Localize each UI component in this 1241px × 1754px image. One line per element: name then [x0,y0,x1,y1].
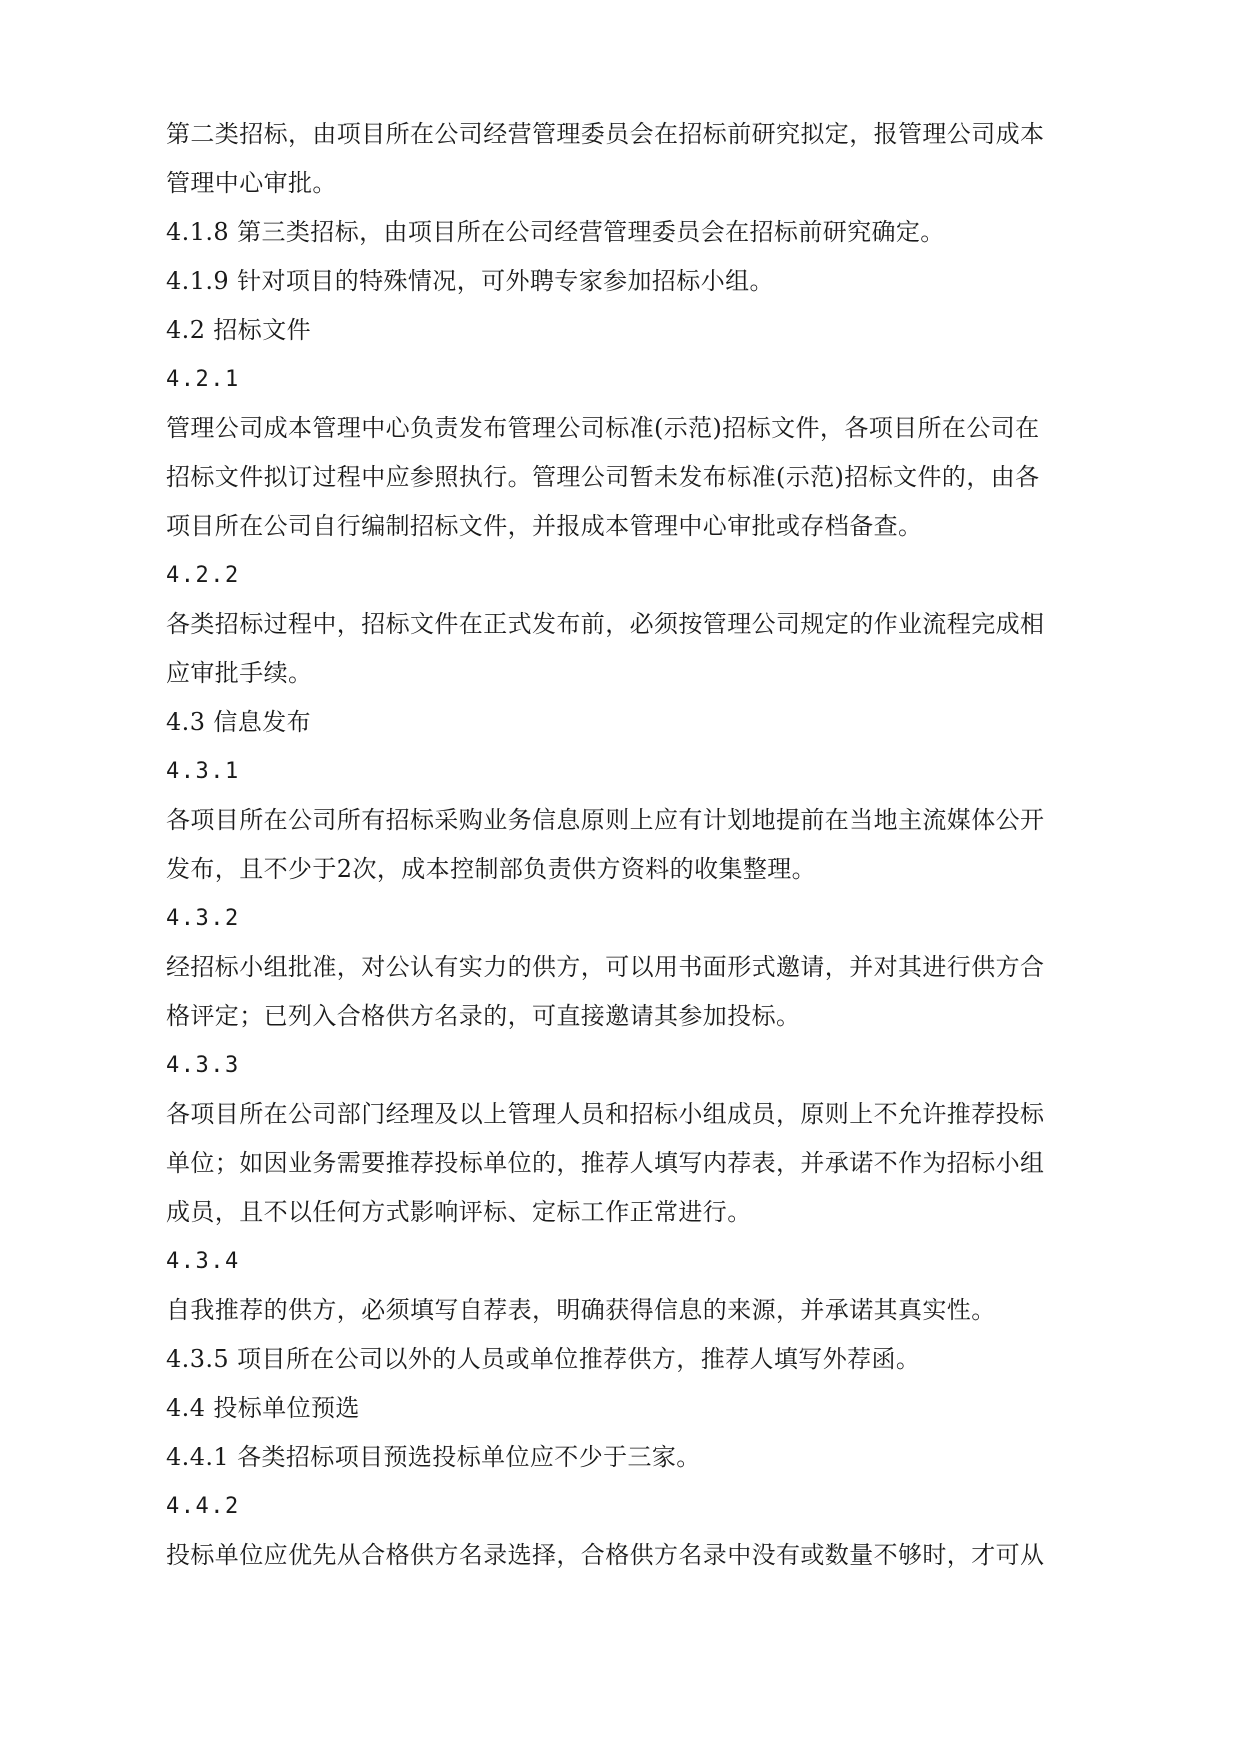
paragraph-line: 第二类招标，由项目所在公司经营管理委员会在招标前研究拟定，报管理公司成本 [166,120,1045,148]
clause-line: 4.3.5 项目所在公司以外的人员或单位推荐供方，推荐人填写外荐函。 [166,1345,921,1373]
paragraph-line: 项目所在公司自行编制招标文件，并报成本管理中心审批或存档备查。 [166,512,923,540]
paragraph-line: 发布，且不少于2次，成本控制部负责供方资料的收集整理。 [166,855,817,883]
section-heading: 4.4 投标单位预选 [166,1394,360,1422]
paragraph-line: 经招标小组批准，对公认有实力的供方，可以用书面形式邀请，并对其进行供方合 [166,953,1045,981]
paragraph-line: 各项目所在公司所有招标采购业务信息原则上应有计划地提前在当地主流媒体公开 [166,806,1045,834]
paragraph-line: 管理公司成本管理中心负责发布管理公司标准(示范)招标文件，各项目所在公司在 [166,414,1040,442]
paragraph-line: 招标文件拟订过程中应参照执行。管理公司暂未发布标准(示范)招标文件的，由各 [166,463,1040,491]
clause-line: 4.1.9 针对项目的特殊情况，可外聘专家参加招标小组。 [166,267,774,295]
paragraph-line: 自我推荐的供方，必须填写自荐表，明确获得信息的来源，并承诺其真实性。 [166,1296,996,1324]
paragraph-line: 各项目所在公司部门经理及以上管理人员和招标小组成员，原则上不允许推荐投标 [166,1100,1045,1128]
clause-number: 4.3.1 [166,759,240,784]
paragraph-line: 格评定；已列入合格供方名录的，可直接邀请其参加投标。 [166,1002,801,1030]
paragraph-line: 成员，且不以任何方式影响评标、定标工作正常进行。 [166,1198,752,1226]
paragraph-line: 应审批手续。 [166,659,313,687]
section-heading: 4.2 招标文件 [166,316,311,344]
paragraph-line: 各类招标过程中，招标文件在正式发布前，必须按管理公司规定的作业流程完成相 [166,610,1045,638]
clause-line: 4.4.1 各类招标项目预选投标单位应不少于三家。 [166,1443,701,1471]
clause-number: 4.3.2 [166,906,240,931]
document-body [166,110,1076,1580]
paragraph-line: 管理中心审批。 [166,169,337,197]
paragraph-line: 单位；如因业务需要推荐投标单位的，推荐人填写内荐表，并承诺不作为招标小组 [166,1149,1045,1177]
section-heading: 4.3 信息发布 [166,708,311,736]
paragraph-line: 投标单位应优先从合格供方名录选择，合格供方名录中没有或数量不够时，才可从 [166,1541,1045,1569]
clause-number: 4.2.1 [166,367,240,392]
clause-number: 4.3.4 [166,1249,240,1274]
clause-number: 4.4.2 [166,1494,240,1519]
clause-number: 4.2.2 [166,563,240,588]
clause-number: 4.3.3 [166,1053,240,1078]
clause-line: 4.1.8 第三类招标，由项目所在公司经营管理委员会在招标前研究确定。 [166,218,945,246]
